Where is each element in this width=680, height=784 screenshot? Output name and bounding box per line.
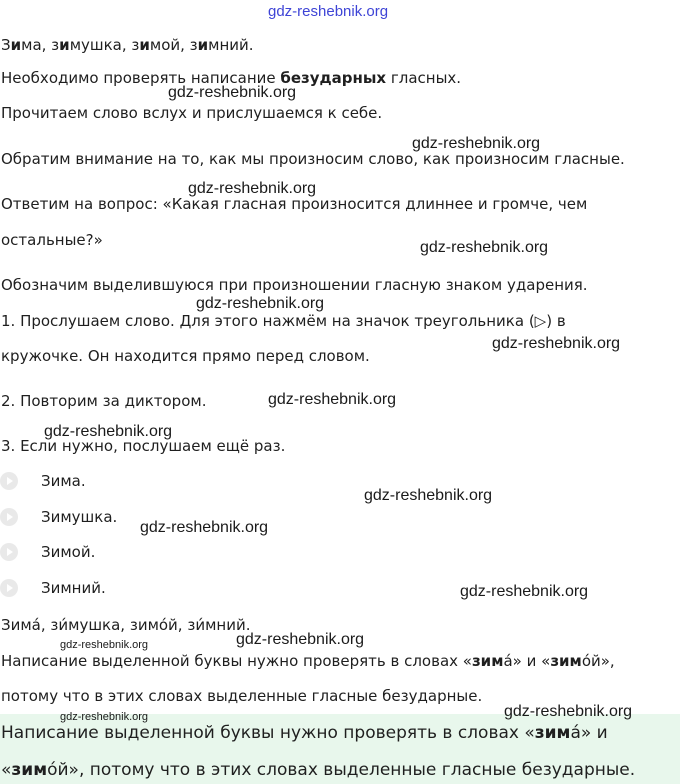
word-fragment: мой, з [149,36,198,54]
step2-line: 2. Повторим за диктором. [1,392,207,410]
watermark: gdz-reshebnik.org [412,135,541,152]
check-text-bold: безударных [280,69,387,87]
words-line [1,35,254,55]
conclusion-text: », [600,652,615,670]
word-fragment: мушка, з [69,36,140,54]
watermark: gdz-reshebnik.org [492,335,621,352]
bold-vowel: и [139,36,150,54]
bold-vowel: и [10,36,22,54]
bold-vowel: и [59,36,70,54]
conclusion-text: Написание выделенной буквы нужно проверять в словах « [1,652,472,670]
answer-text: », потому что в этих словах выделенные гласные безударные. [68,760,636,780]
watermark-small: gdz-reshebnik.org [60,711,149,723]
conclusion-stress: óй [581,652,601,670]
watermark: gdz-reshebnik.org [420,239,549,256]
watermark: gdz-reshebnik.org [188,180,317,197]
conclusion-text: » и « [512,652,551,670]
watermark: gdz-reshebnik.org [196,295,325,312]
step1-line-1: 1. Прослушаем слово. Для этого нажмём на значок треугольника (▷) в [1,312,566,330]
question-line-2: остальные?» [1,231,103,249]
word-fragment: мний. [208,36,254,54]
conclusion-word: зим [550,652,582,670]
check-text-after: гласных. [386,69,462,87]
bold-vowel: и [197,36,209,54]
audio-item[interactable] [0,470,200,492]
audio-word: Зимой. [41,543,96,561]
step3-line: 3. Если нужно, послушаем ещё раз. [1,437,286,455]
stress-line: Зимá, зи́мушка, зимóй, зи́мний. [1,616,251,634]
watermark-small: gdz-reshebnik.org [60,639,149,651]
watermark: gdz-reshebnik.org [236,631,365,648]
answer-word: зим [11,760,48,780]
answer-stress: á [570,723,581,743]
attention-line: Обратим внимание на то, как мы произносим слово, как произносим гласные. [1,150,625,168]
step1-line-2: кружочке. Он находится прямо перед словом. [1,347,370,365]
watermark: gdz-reshebnik.org [504,703,633,720]
question-line-1: Ответим на вопрос: «Какая гласная произносится длиннее и громче, чем [1,195,588,213]
conclusion-line-2: потому что в этих словах выделенные гласные безударные. [1,687,483,705]
audio-word: Зимушка. [41,508,118,526]
answer-text: » и [580,723,608,743]
read-line: Прочитаем слово вслух и прислушаемся к себе. [1,104,383,122]
watermark: gdz-reshebnik.org [364,487,493,504]
watermark: gdz-reshebnik.org [44,423,173,440]
audio-item[interactable] [0,541,200,563]
audio-word: Зимний. [41,579,106,597]
watermark: gdz-reshebnik.org [168,84,297,101]
watermark: gdz-reshebnik.org [140,519,269,536]
word-fragment: З [1,36,11,54]
check-text-before: Необходимо проверять написание [1,69,281,87]
conclusion-stress: á [503,652,513,670]
word-fragment: ма, з [21,36,60,54]
watermark: gdz-reshebnik.org [268,391,397,408]
mark-line: Обозначим выделившуюся при произношении гласную знаком ударения. [1,276,588,294]
watermark: gdz-reshebnik.org [460,583,589,600]
play-icon[interactable] [0,579,18,597]
audio-word: Зима. [41,472,86,490]
play-icon[interactable] [0,472,18,490]
answer-text: Написание выделенной буквы нужно проверять в словах « [1,723,535,743]
play-icon[interactable] [0,543,18,561]
answer-text: « [1,760,12,780]
play-icon[interactable] [0,508,18,526]
answer-line-2 [1,759,635,781]
conclusion-word: зим [471,652,504,670]
answer-word: зим [534,723,571,743]
conclusion-line-1 [1,651,615,671]
audio-item[interactable] [0,577,200,599]
watermark-top: gdz-reshebnik.org [268,3,389,20]
answer-stress: óй [47,760,69,780]
